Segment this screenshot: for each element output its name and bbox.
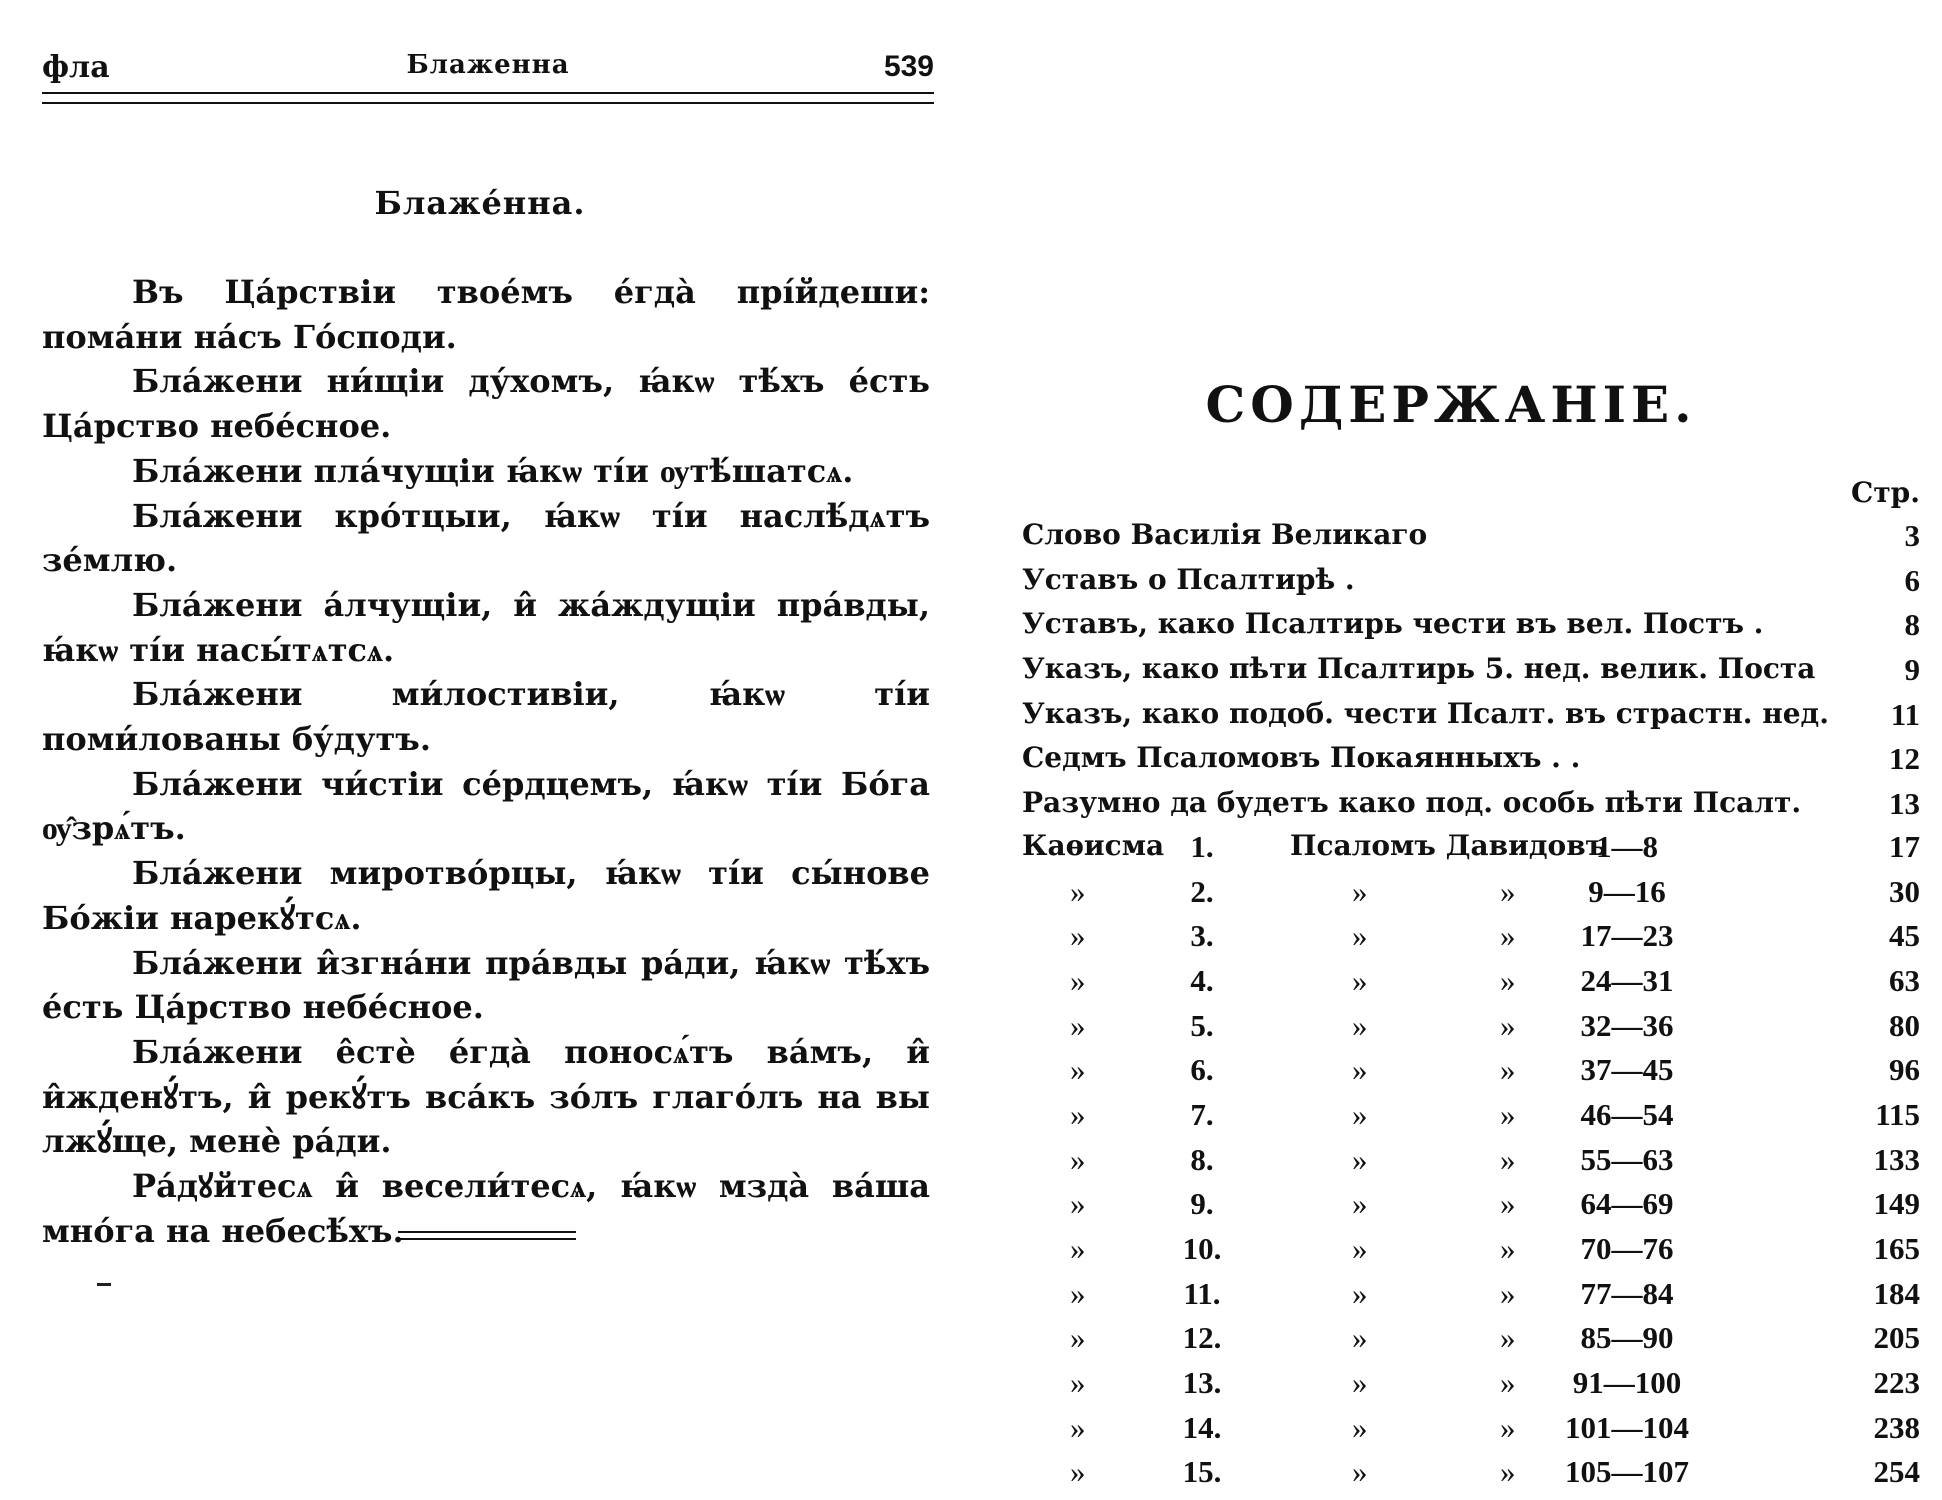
toc-entry-title: Слово Василія Великаго: [1022, 518, 1428, 551]
left-page: [0, 0, 960, 1500]
psalm-range: 32—36: [1580, 1007, 1674, 1043]
ditto-mark: »: [1500, 1052, 1516, 1088]
toc-entry-page: 30: [1889, 873, 1920, 909]
section-title: Блаже́нна.: [374, 184, 586, 222]
verse: Бла́жени кро́тцыи, ꙗ́кѡ ті́и наслѣ́дѧтъ зе́млю.: [42, 496, 930, 580]
toc-entry-page: 3: [1904, 518, 1920, 553]
ditto-mark: »: [1070, 1454, 1086, 1490]
toc-entry: [1022, 648, 1920, 693]
table-of-contents: [1022, 514, 1920, 1497]
kathisma-row: [1022, 1184, 1920, 1229]
verse: Бла́жени е̂стѐ е́гда̀ поносѧ́тъ ва́мъ, и̂ и̂жденꙋ́тъ, и̂ рекꙋ́тъ вса́къ зо́лъ глаго́лъ на вы лжꙋ́ще, менѐ ра́ди.: [42, 1032, 930, 1161]
ditto-mark: »: [1352, 1052, 1368, 1088]
toc-entry-page: 223: [1873, 1365, 1920, 1401]
running-head-title: Блаженна: [406, 50, 570, 80]
verse: Бла́жени пла́чущіи ꙗ́кѡ ті́и ѹтѣ́шатсѧ.: [132, 451, 854, 490]
kathisma-number: 14.: [1182, 1409, 1222, 1445]
kathisma-number: 6.: [1190, 1052, 1214, 1088]
kathisma-row: [1022, 961, 1920, 1006]
verse-block: [42, 270, 930, 1253]
toc-entry-page: 9: [1904, 652, 1920, 688]
psalm-range: 37—45: [1580, 1052, 1674, 1088]
toc-entry-page: 115: [1875, 1096, 1920, 1132]
ditto-mark: »: [1352, 918, 1368, 954]
ditto-mark: »: [1352, 1007, 1368, 1043]
ditto-mark: »: [1070, 1096, 1086, 1132]
kathisma-number: 1.: [1190, 828, 1214, 864]
kathisma-number: 13.: [1182, 1365, 1222, 1401]
toc-entry-page: 184: [1873, 1275, 1920, 1311]
verse: Бла́жени чи́стіи се́рдцемъ, ꙗ́кѡ ті́и Бо́га ѹ̂зрѧ́тъ.: [42, 764, 930, 848]
toc-entry-title: Уставъ, како Псалтирь чести въ вел. Постъ .: [1022, 607, 1764, 641]
right-page: [960, 0, 1942, 1500]
contents-title: СОДЕРЖАНІЕ.: [1205, 375, 1697, 434]
kathisma-number: 2.: [1190, 873, 1214, 909]
toc-entry-page: 12: [1889, 741, 1920, 777]
psalm-range: 91—100: [1572, 1365, 1682, 1401]
toc-entry-title: Уставъ о Псалтирѣ .: [1022, 562, 1355, 596]
toc-entry-page: 6: [1904, 562, 1920, 598]
toc-entry-page: 13: [1889, 786, 1920, 822]
kathisma-row: [1022, 1452, 1920, 1497]
ditto-mark: »: [1500, 962, 1516, 998]
toc-entry-page: 11: [1890, 696, 1920, 732]
ditto-mark: »: [1500, 1007, 1516, 1043]
ditto-mark: »: [1070, 1141, 1086, 1177]
verse: Бла́жени миротво́рцы, ꙗ́кѡ ті́и сы́нове Бо́жіи нарекꙋ́тсѧ.: [42, 854, 930, 937]
toc-entry-page: 254: [1873, 1454, 1920, 1490]
toc-entry: [1022, 603, 1920, 648]
kathisma-row: [1022, 827, 1920, 872]
ditto-mark: »: [1352, 1275, 1368, 1311]
kathisma-number: 10.: [1182, 1231, 1222, 1266]
ditto-mark: »: [1500, 1320, 1516, 1356]
kathisma-row: [1022, 1229, 1920, 1274]
kathisma-row: [1022, 1050, 1920, 1095]
toc-entry-page: 63: [1889, 962, 1920, 998]
psalm-range: 17—23: [1580, 918, 1674, 954]
kathisma-number: 11.: [1183, 1275, 1221, 1311]
verse: Бла́жени и̂згна́ни пра́вды ра́ди, ꙗ́кѡ тѣ́хъ е́сть Ца́рство небе́сное.: [42, 943, 930, 1027]
ditto-mark: »: [1070, 1365, 1086, 1401]
ditto-mark: »: [1500, 1275, 1516, 1311]
ditto-mark: »: [1500, 1186, 1516, 1222]
ditto-mark: »: [1500, 1409, 1516, 1445]
kathisma-row: [1022, 1318, 1920, 1363]
ditto-mark: »: [1070, 1007, 1086, 1043]
print-speck: [97, 1283, 111, 1286]
psalm-range: 101—104: [1565, 1409, 1689, 1445]
ditto-mark: »: [1352, 1231, 1368, 1266]
ditto-mark: »: [1500, 918, 1516, 954]
toc-entry-page: 8: [1904, 607, 1920, 643]
page-number: 539: [883, 50, 934, 83]
ditto-mark: »: [1070, 962, 1086, 998]
page-column-header: Стр.: [1851, 476, 1920, 509]
kathisma-number: 8.: [1190, 1141, 1214, 1177]
ditto-mark: »: [1352, 1186, 1368, 1222]
psalm-range: 105—107: [1565, 1454, 1689, 1490]
psalm-range: 55—63: [1580, 1141, 1674, 1177]
ditto-mark: »: [1500, 1454, 1516, 1490]
kathisma-row: [1022, 1095, 1920, 1140]
running-head-slavonic-number: фла: [42, 50, 110, 85]
verse: Бла́жени ни́щіи ду́хомъ, ꙗ́кѡ тѣ́хъ е́сть Ца́рство небе́сное.: [42, 362, 930, 446]
toc-entry: [1022, 782, 1920, 827]
ditto-mark: »: [1352, 962, 1368, 998]
verse: Бла́жени а́лчущіи, и̂ жа́ждущіи пра́вды, ꙗ́кѡ ті́и насы́тѧтсѧ.: [42, 585, 930, 669]
ditto-mark: »: [1500, 1141, 1516, 1177]
psalm-range: 77—84: [1580, 1275, 1674, 1311]
toc-entry: [1022, 559, 1920, 604]
toc-entry: [1022, 693, 1920, 738]
toc-entry-page: 133: [1873, 1141, 1920, 1177]
kathisma-row: [1022, 916, 1920, 961]
verse: Ра́дꙋйтесѧ и̂ весели́тесѧ, ꙗ́кѡ мзда̀ ва́ша мно́га на небесѣ́хъ.: [42, 1167, 930, 1250]
verse: Въ Ца́рствіи твое́мъ е́гда̀ прі́йдеши: пома́ни на́съ Го́споди.: [42, 273, 930, 356]
kathisma-row: [1022, 1274, 1920, 1319]
ditto-mark: »: [1500, 1096, 1516, 1132]
toc-entry: [1022, 737, 1920, 782]
ditto-mark: »: [1352, 1141, 1368, 1177]
toc-entry-page: 96: [1889, 1052, 1920, 1088]
psalm-range: 85—90: [1580, 1320, 1674, 1356]
psalm-range: 24—31: [1580, 962, 1674, 998]
ditto-mark: »: [1352, 1409, 1368, 1445]
ditto-mark: »: [1070, 1186, 1086, 1222]
ditto-mark: »: [1070, 918, 1086, 954]
ditto-mark: »: [1070, 1320, 1086, 1356]
toc-entry-page: 238: [1873, 1409, 1920, 1445]
toc-entry: [1022, 514, 1920, 559]
ditto-mark: »: [1070, 873, 1086, 909]
verse: Бла́жени ми́лостивіи, ꙗ́кѡ ті́и поми́лованы бу́дутъ.: [42, 675, 930, 759]
toc-entry-title: Разумно да будетъ како под. особь пѣти Псалт.: [1022, 786, 1802, 820]
psalm-range: 46—54: [1580, 1096, 1674, 1132]
psalm-range: 1—8: [1596, 828, 1658, 864]
ditto-mark: »: [1352, 1365, 1368, 1401]
end-double-rule: [398, 1231, 576, 1240]
ditto-mark: »: [1070, 1409, 1086, 1445]
ditto-mark: »: [1500, 1231, 1516, 1266]
ditto-mark: »: [1352, 1096, 1368, 1132]
toc-entry-page: 205: [1873, 1320, 1920, 1356]
running-head: [42, 50, 934, 90]
header-double-rule: [42, 92, 934, 104]
kathisma-number: 12.: [1182, 1320, 1222, 1356]
ditto-mark: »: [1070, 1231, 1086, 1266]
kathisma-number: 9.: [1190, 1186, 1214, 1222]
ditto-mark: »: [1500, 873, 1516, 909]
toc-entry-title: Указъ, како подоб. чести Псалт. въ страстн. нед.: [1022, 696, 1829, 730]
kathisma-list: [1022, 827, 1920, 1497]
ditto-mark: »: [1352, 1320, 1368, 1356]
kathisma-row: [1022, 1408, 1920, 1453]
kathisma-label: Каѳисма: [1022, 828, 1165, 862]
kathisma-number: 4.: [1190, 962, 1214, 998]
kathisma-number: 3.: [1190, 918, 1214, 954]
kathisma-number: 7.: [1190, 1096, 1214, 1132]
toc-entry-page: 165: [1873, 1231, 1920, 1266]
toc-entry-page: 149: [1873, 1186, 1920, 1222]
ditto-mark: »: [1500, 1365, 1516, 1401]
ditto-mark: »: [1352, 1454, 1368, 1490]
toc-entry-page: 45: [1889, 918, 1920, 954]
psalm-label: Псаломъ Давидовъ: [1290, 828, 1608, 862]
kathisma-number: 15.: [1182, 1454, 1222, 1490]
toc-entry-title: Указъ, како пѣти Псалтирь 5. нед. велик. Поста: [1022, 652, 1816, 686]
psalm-range: 9—16: [1588, 873, 1666, 909]
kathisma-row: [1022, 1140, 1920, 1185]
toc-entry-page: 80: [1889, 1007, 1920, 1043]
kathisma-row: [1022, 872, 1920, 917]
ditto-mark: »: [1352, 873, 1368, 909]
kathisma-number: 5.: [1190, 1007, 1214, 1043]
kathisma-row: [1022, 1363, 1920, 1408]
psalm-range: 64—69: [1580, 1186, 1674, 1222]
ditto-mark: »: [1070, 1275, 1086, 1311]
ditto-mark: »: [1070, 1052, 1086, 1088]
toc-entry-title: Седмъ Псаломовъ Покаянныхъ . .: [1022, 741, 1581, 775]
toc-entry-page: 17: [1889, 828, 1920, 864]
psalm-range: 70—76: [1580, 1231, 1674, 1266]
kathisma-row: [1022, 1006, 1920, 1051]
